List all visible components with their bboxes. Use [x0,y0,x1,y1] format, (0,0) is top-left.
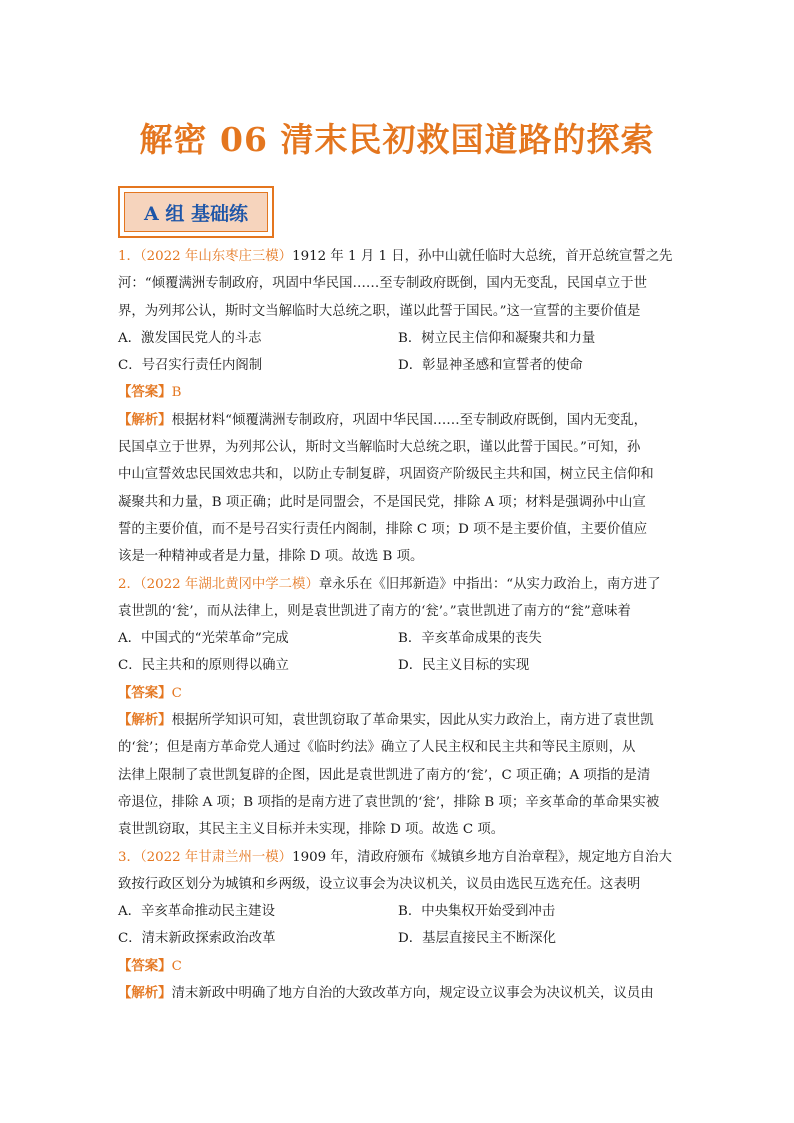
analysis-label: 【解析】 [118,712,172,729]
options-row [118,625,678,652]
analysis-line: 帝退位，排除 A 项；B 项指的是南方进了袁世凯的‘瓮’，排除 B 项；辛亥革命的革命果实被 [118,794,660,810]
option-a: A．激发国民党人的斗志 [118,330,262,346]
question-stem-line: 致按行政区划分为城镇和乡两级，设立议事会为决议机关，议员由选民互选充任。这表明 [118,876,641,892]
question-source: 1．（2022 年山东枣庄三模） [118,249,293,264]
analysis-line: 法律上限制了袁世凯复辟的企图，因此是袁世凯进了南方的‘瓮’，C 项正确；A 项指的是清 [118,767,651,783]
option-d: D．民主义目标的实现 [398,658,530,674]
question-source: 3．（2022 年甘肃兰州一模） [118,849,293,865]
options-row [118,652,678,679]
answer-value: C [171,958,182,974]
answer-value: C [171,685,182,701]
question-stem-line: 袁世凯的‘瓮’，而从法律上，则是袁世凯进了南方的‘瓮’。”袁世凯进了南方的“瓮”意味着 [118,603,631,619]
analysis-line: 【解析】根据材料“倾覆满洲专制政府，巩固中华民国……至专制政府既倒，国内无变乱， [118,411,648,428]
question-stem-line: 河：“倾覆满洲专制政府，巩固中华民国……至专制政府既倒，国内无变乱，民国卓立于世 [118,276,648,292]
analysis-label: 【解析】 [118,411,172,428]
analysis-line: 袁世凯窃取，其民主主义目标并未实现，排除 D 项。故选 C 项。 [118,822,505,838]
question-stem-line: 界，为列邦公认，斯时文当解临时大总统之职，谨以此誓于国民。”这一宣誓的主要价值是 [118,303,641,319]
analysis-line: 的‘瓮’；但是南方革命党人通过《临时约法》确立了人民主权和民主共和等民主原则，从 [118,740,636,756]
page-title: 解密 06 清末民初救国道路的探索 [139,120,655,159]
answer-label: 【答案】 [118,684,172,701]
answer-value: B [171,385,182,401]
option-b: B．中央集权开始受到冲击 [398,904,556,920]
options-row [118,898,678,925]
answer-label: 【答案】 [118,384,172,401]
analysis-line: 【解析】根据所学知识可知，袁世凯窃取了革命果实，因此从实力政治上，南方进了袁世凯 [118,712,654,729]
options-row [118,325,678,352]
option-c: C．民主共和的原则得以确立 [118,658,289,674]
section-header [118,186,274,238]
analysis-line: 凝聚共和力量，B 项正确；此时是同盟会，不是国民党，排除 A 项；材料是强调孙中山宣 [118,494,646,510]
options-row [118,925,678,952]
question-source: 2．（2022 年湖北黄冈中学二模） [118,576,319,592]
analysis-line: 民国卓立于世界，为列邦公认，斯时文当解临时大总统之职，谨以此誓于国民。”可知，孙 [118,440,641,456]
section-label: A 组 基础练 [124,192,268,232]
analysis-line: 该是一种精神或者是力量，排除 D 项。故选 B 项。 [118,549,424,565]
answer-label: 【答案】 [118,957,172,974]
option-d: D．彰显神圣感和宣誓者的使命 [398,358,583,374]
option-b: B．树立民主信仰和凝聚共和力量 [398,330,596,346]
question-stem-line: 3．（2022 年甘肃兰州一模）1909 年，清政府颁布《城镇乡地方自治章程》，规定地方自治大 [118,849,672,865]
options-row [118,352,678,379]
option-c: C．号召实行责任内阁制 [118,358,263,374]
question-stem-line: 2．（2022 年湖北黄冈中学二模）章永乐在《旧邦新造》中指出：“从实力政治上，南方进了 [118,576,661,592]
analysis-label: 【解析】 [118,985,172,1002]
analysis-line: 中山宣誓效忠民国效忠共和，以防止专制复辟，巩固资产阶级民主共和国，树立民主信仰和 [118,467,654,483]
question-stem-line: 1．（2022 年山东枣庄三模）1912 年 1 月 1 日，孙中山就任临时大总统，首开总统宣誓之先 [118,249,673,264]
answer-line [118,953,678,980]
answer-line [118,379,678,406]
analysis-line: 誓的主要价值，而不是号召实行责任内阁制，排除 C 项；D 项不是主要价值，主要价值应 [118,521,648,537]
option-b: B．辛亥革命成果的丧失 [398,631,542,647]
option-a: A．辛亥革命推动民主建设 [118,904,275,920]
answer-line [118,680,678,707]
question-content [118,243,678,1007]
option-a: A．中国式的“光荣革命”完成 [118,631,289,647]
analysis-line: 【解析】清末新政中明确了地方自治的大致改革方向，规定设立议事会为决议机关，议员由 [118,985,654,1002]
option-c: C．清末新政探索政治改革 [118,931,276,947]
option-d: D．基层直接民主不断深化 [398,931,557,947]
